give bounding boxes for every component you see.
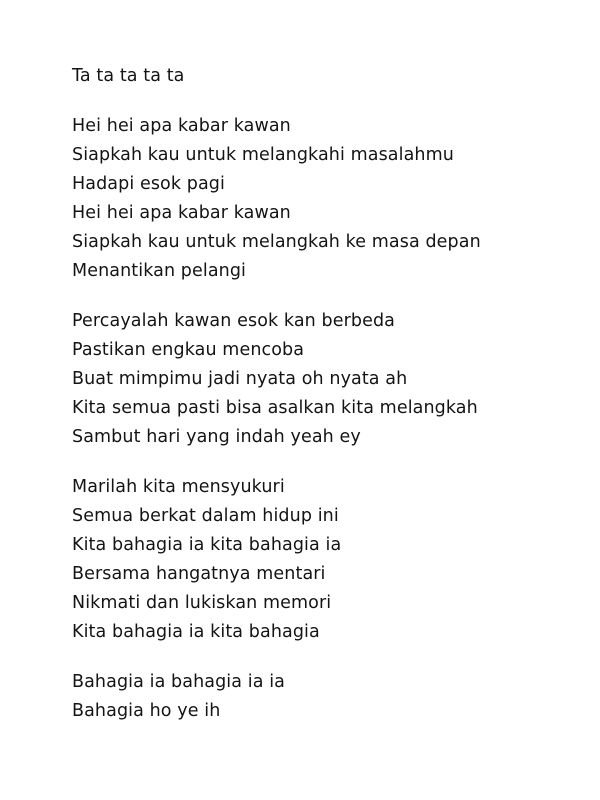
- lyric-line: Kita semua pasti bisa asalkan kita melangkah: [72, 398, 478, 418]
- lyric-line: Percayalah kawan esok kan berbeda: [72, 311, 395, 331]
- lyric-line: Hadapi esok pagi: [72, 174, 225, 194]
- stanza: [72, 668, 538, 726]
- lyric-line: Bahagia ho ye ih: [72, 701, 221, 721]
- lyric-line: Ta ta ta ta ta: [72, 66, 185, 86]
- stanza: [72, 62, 538, 91]
- lyric-line: Hei hei apa kabar kawan: [72, 116, 291, 136]
- stanza: [72, 473, 538, 647]
- lyric-line: Siapkah kau untuk melangkah ke masa depan: [72, 232, 481, 252]
- lyric-line: Menantikan pelangi: [72, 261, 247, 281]
- lyrics-body: [72, 62, 538, 726]
- lyric-line: Bahagia ia bahagia ia ia: [72, 672, 285, 692]
- stanza: [72, 307, 538, 452]
- lyric-line: Kita bahagia ia kita bahagia: [72, 622, 320, 642]
- lyric-line: Kita bahagia ia kita bahagia ia: [72, 535, 342, 555]
- lyric-line: Sambut hari yang indah yeah ey: [72, 427, 361, 447]
- lyric-line: Marilah kita mensyukuri: [72, 477, 285, 497]
- lyric-line: Bersama hangatnya mentari: [72, 564, 326, 584]
- lyric-line: Semua berkat dalam hidup ini: [72, 506, 339, 526]
- lyric-line: Buat mimpimu jadi nyata oh nyata ah: [72, 369, 408, 389]
- stanza: [72, 112, 538, 286]
- lyric-line: Nikmati dan lukiskan memori: [72, 593, 332, 613]
- lyric-line: Siapkah kau untuk melangkahi masalahmu: [72, 145, 454, 165]
- lyric-line: Hei hei apa kabar kawan: [72, 203, 291, 223]
- lyric-line: Pastikan engkau mencoba: [72, 340, 305, 360]
